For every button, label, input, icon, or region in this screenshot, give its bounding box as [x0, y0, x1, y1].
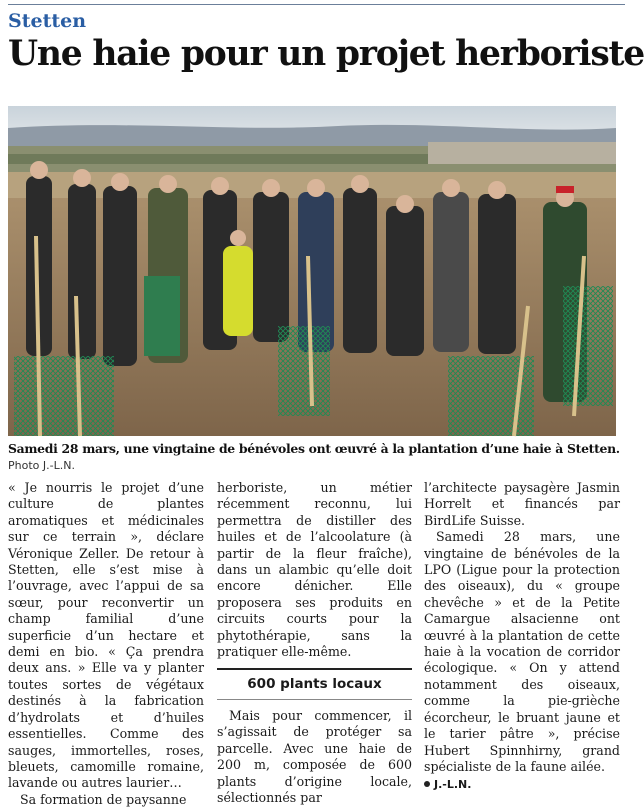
article-column-2 [217, 480, 412, 805]
photo-caption: Samedi 28 mars, une vingtaine de bénévoles ont œuvré à la plantation d’une haie à Stetten. [8, 441, 620, 456]
article-column-3 [424, 480, 620, 796]
author-signature [424, 777, 620, 793]
bullet-icon [424, 781, 430, 787]
photo-credit: Photo J.-L.N. [8, 459, 75, 472]
paragraph: « Je nourris le projet d’une culture de plantes aromatiques et médicinales sur ce terrain », déclare Véronique Zeller. De retour à Stetten, elle s’est mise à l’ouvrage, avec l’appui de sa sœur, pour reconvertir un champ familial d’une superficie d’un hectare et demi en bio. « Ça prendra deux ans. » Elle va y planter toutes sortes de végétaux destinés à la fabrication d’hydrolats et d’huiles essentielles. Comme des sauges, immortelles, roses, bleuets, camomille romaine, lavande ou autres laurier… [8, 480, 204, 791]
article-column-1 [8, 480, 204, 807]
article-headline: Une haie pour un projet herboriste [8, 34, 644, 74]
top-rule [8, 4, 625, 5]
paragraph: herboriste, un métier récemment reconnu, lui permettra de distiller des huiles et de l’alcoolature (à partir de la fleur fraîche), dans un alambic qu’elle doit encore dénicher. Elle proposera ses produits en circuits courts pour la phytothérapie, sans la pratiquer elle-même. [217, 480, 412, 660]
paragraph: Mais pour commencer, il s’agissait de protéger sa parcelle. Avec une haie de 200 m, composée de 600 plants d’origine locale, sélectionnés par [217, 707, 412, 805]
section-subhead: 600 plants locaux [217, 668, 412, 699]
paragraph: Samedi 28 mars, une vingtaine de bénévoles de la LPO (Ligue pour la protection des oiseaux), du « groupe chevêche » et de la Petite Camargue alsacienne ont œuvré à la plantation de cette haie à la vocation de corridor écologique. « On y attend notamment des oiseaux, comme la pie-grièche écorcheur, le bruant jaune et le tarier pâtre », précise Hubert Spinnhirny, grand spécialiste de la faune ailée. [424, 529, 620, 774]
paragraph: l’architecte paysagère Jasmin Horrelt et financés par BirdLife Suisse. [424, 480, 620, 528]
section-kicker: Stetten [8, 10, 87, 32]
article-photo [8, 106, 616, 436]
paragraph: Sa formation de paysanne [20, 791, 187, 807]
signature-text: J.-L.N. [434, 778, 472, 792]
